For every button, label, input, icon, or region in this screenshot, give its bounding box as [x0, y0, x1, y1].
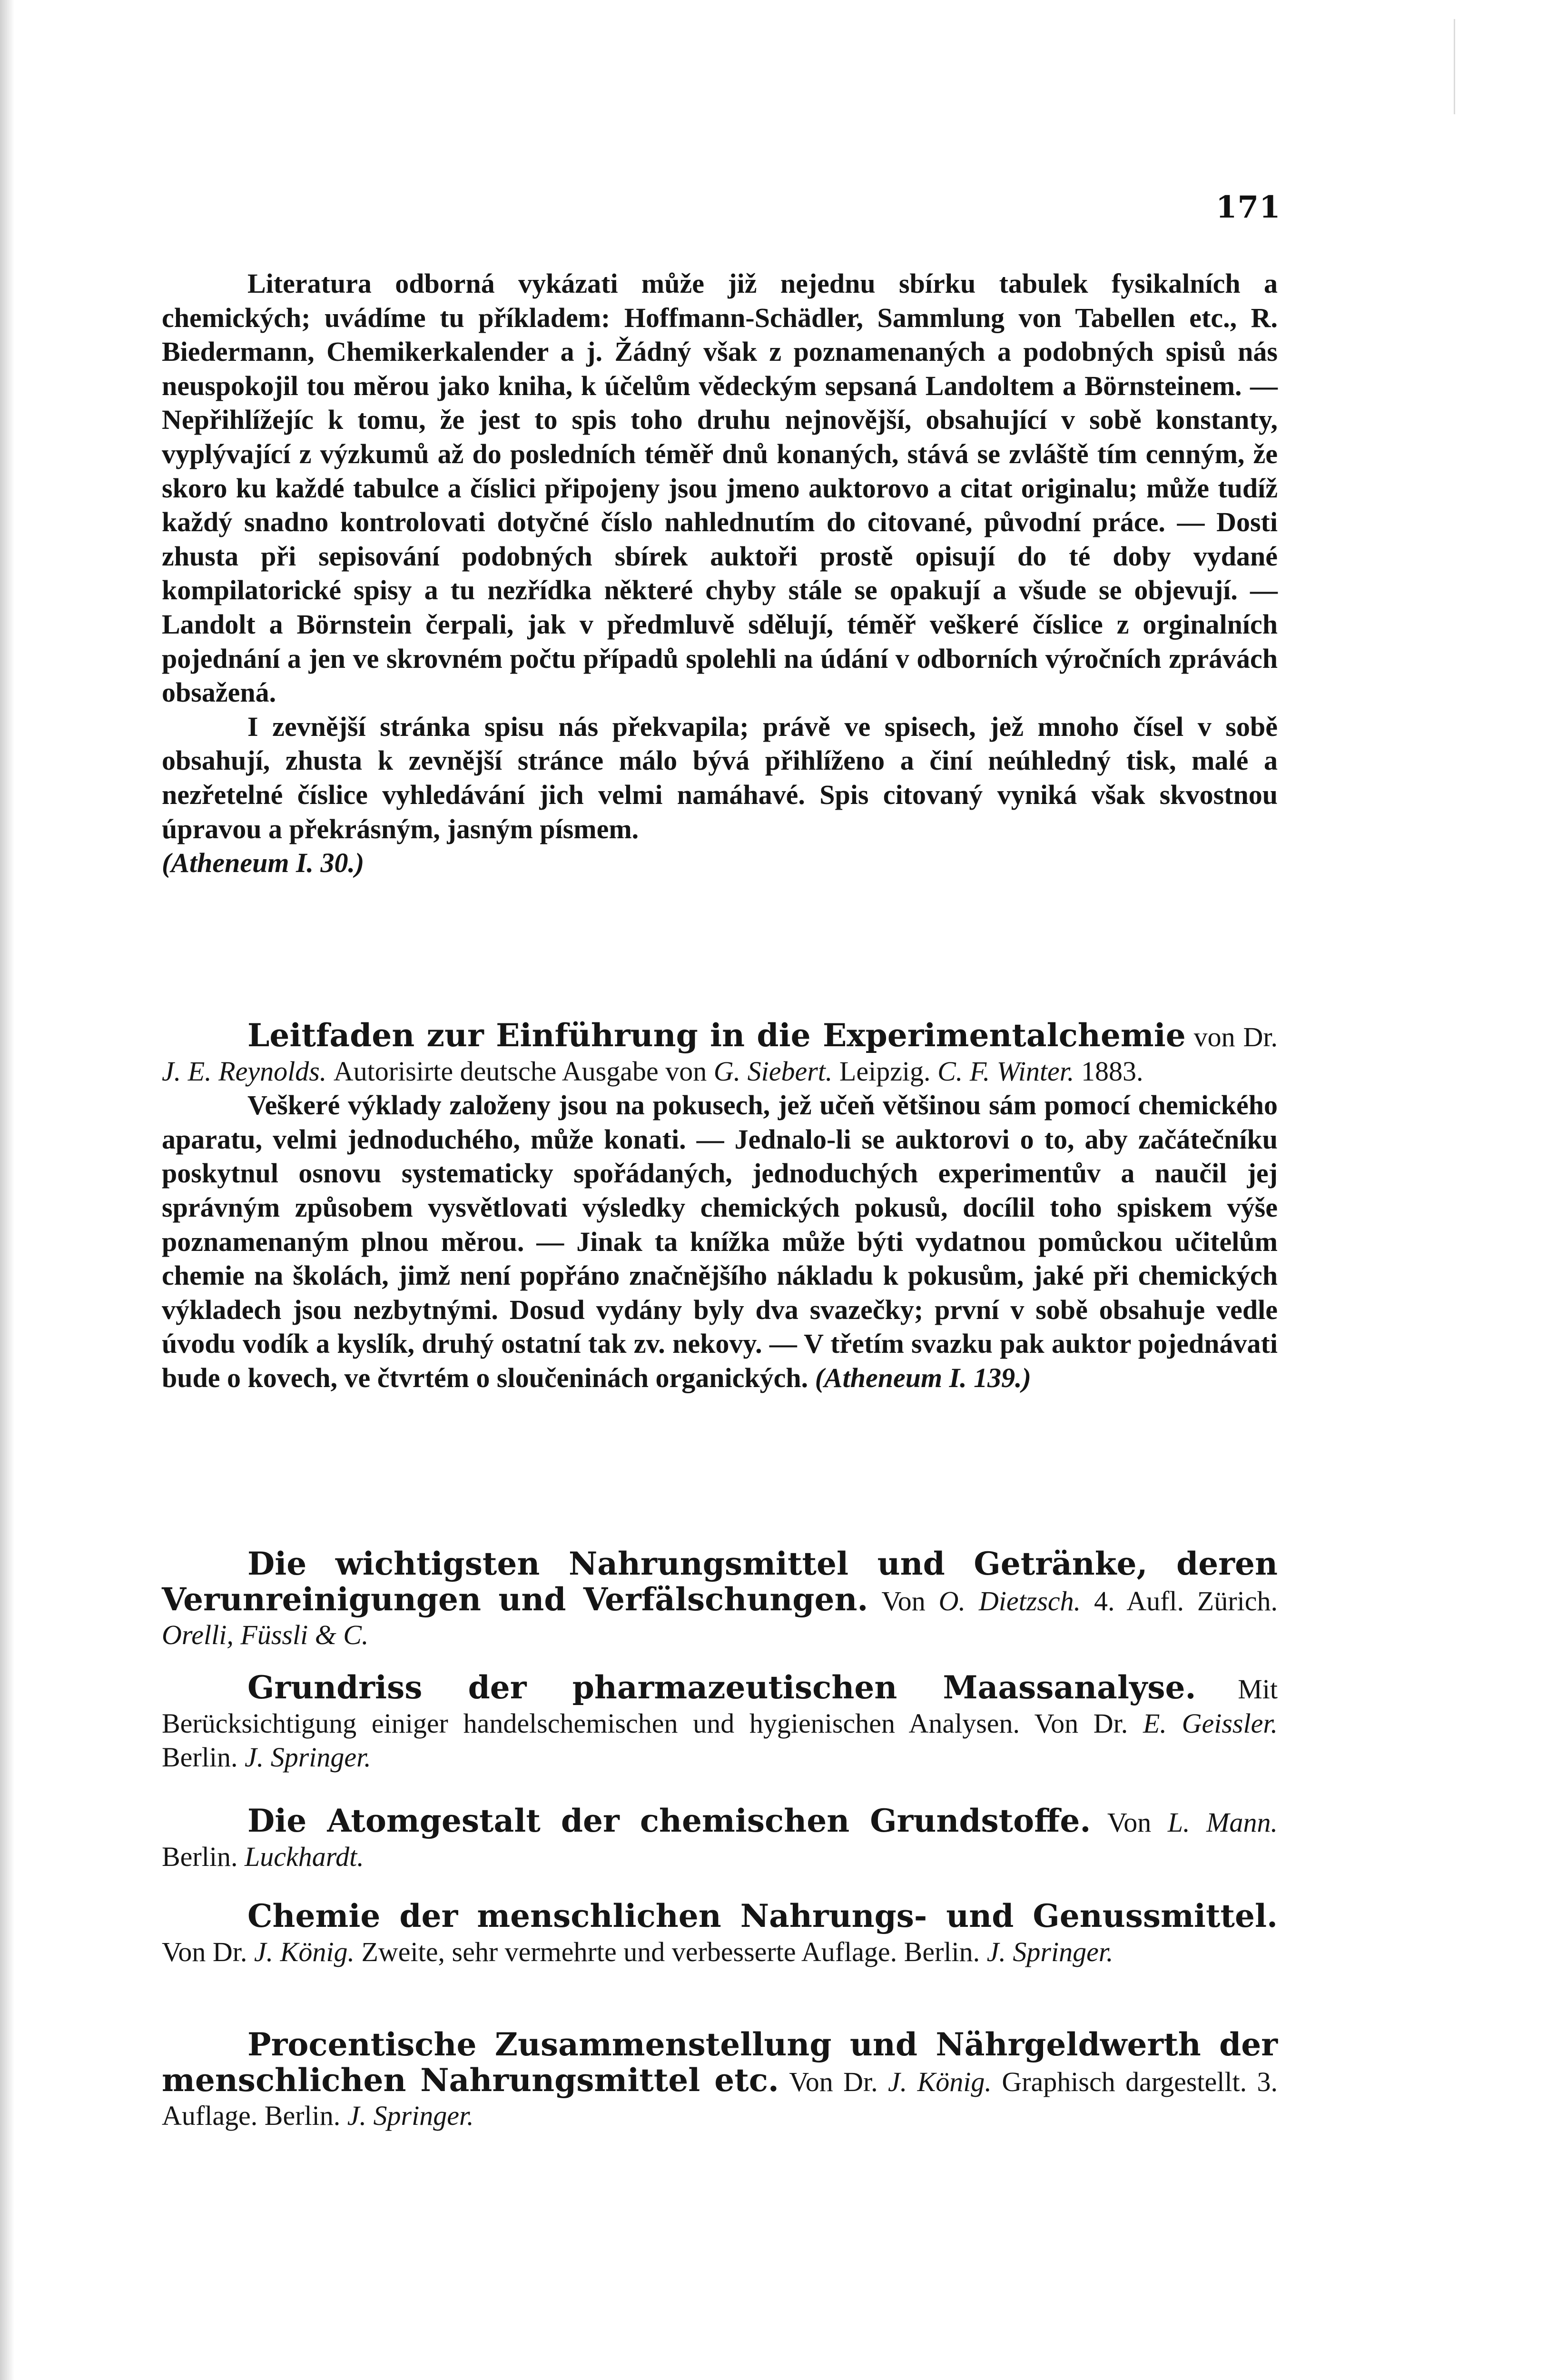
entry-title: Grundriss der pharmazeutischen Maassanalyse.: [247, 1669, 1196, 1706]
entry-publisher: J. Springer.: [244, 1742, 371, 1773]
intro-citation: (Atheneum I. 30.): [162, 847, 365, 879]
entry-year: 1883.: [1081, 1055, 1143, 1087]
entry-publisher: C. F. Winter.: [937, 1055, 1074, 1087]
scan-artifact: [1454, 19, 1531, 114]
entry-details-middle: Graphisch dargestellt. 3. Auflage. Berlin.: [162, 2066, 1278, 2132]
entry-title: Chemie der menschlichen Nahrungs- und Genussmittel.: [247, 1897, 1278, 1934]
intro-paragraph-2: [162, 710, 1278, 880]
entry-author: J. König.: [254, 1936, 355, 1967]
entry-heading: [162, 1804, 1278, 1874]
entry-details-middle: 4. Aufl. Zürich.: [1094, 1585, 1278, 1616]
entry-review: [162, 1088, 1278, 1395]
entry-title: Die wichtigsten Nahrungsmittel und Getränke, deren Verunreinigungen und Verfälschungen.: [162, 1545, 1278, 1618]
entry-details-prefix: Von Dr.: [789, 2066, 878, 2097]
entry-publisher: Luckhardt.: [244, 1841, 364, 1872]
entry-nahrungsmittel: [162, 1547, 1278, 1652]
entry-procentische: [162, 2028, 1278, 2133]
entry-review-text: Veškeré výklady založeny jsou na pokusech, jež učeň většinou sám pomocí chemického aparatu, velmi jednoduchého, může konati. — Jednalo-li se auktorovi o to, aby začátečníku poskytnul osnovu systematicky spořádaných, jednoduchých experimentův a naučil jej správným způsobem vysvětlovati výsledky chemických pokusů, docílil toho spiskem výše poznamenaným plnou měrou. — Jinak ta knížka může býti vydatnou pomůckou učitelům chemie na školách, jimž není popřáno značnějšího nákladu k pokusům, jaké při chemických výkladech jsou nezbytnými. Dosud vydány byly dva svazečky; první v sobě obsahuje vedle úvodu vodík a kyslík, druhý ostatní tak zv. nekovy. — V třetím svazku pak auktor pojednávati bude o kovech, ve čtvrtém o sloučeninách organických.: [162, 1090, 1278, 1393]
intro-review: [162, 267, 1278, 880]
entry-details-prefix: Von: [1107, 1807, 1152, 1838]
entry-leitfaden-heading: [162, 1019, 1278, 1088]
entry-title: Procentische Zusammenstellung und Nährgeldwerth der menschlichen Nahrungsmittel etc.: [162, 2026, 1278, 2099]
entry-heading: [162, 2028, 1278, 2133]
entry-details-prefix: von Dr.: [1193, 1021, 1278, 1052]
entry-author: E. Geissler.: [1143, 1707, 1278, 1739]
entry-author: L. Mann.: [1167, 1807, 1278, 1838]
entry-details-prefix: Von: [881, 1585, 926, 1616]
entry-details-middle: Autorisirte deutsche Ausgabe von: [333, 1055, 707, 1087]
intro-paragraph-1: Literatura odborná vykázati může již nejednu sbírku tabulek fysikalních a chemických; uvádíme tu příkladem: Hoffmann-Schädler, Sammlung von Tabellen etc., R. Biedermann, Chemikerkalender a j. Žádný však z poznamenaných a podobných spisů nás neuspokojil tou měrou jako kniha, k účelům vědeckým sepsaná Landoltem a Börnsteinem. — Nepřihlížejíc k tomu, že jest to spis toho druhu nejnovější, obsahující v sobě konstanty, vyplývající z výzkumů až do posledních téměř dnů konaných, stává se zvláště tím cenným, že skoro ku každé tabulce a číslici připojeny jsou jmeno auktorovo a citat originalu; může tudíž každý snadno kontrolovati dotyčné číslo nahlednutím do citované, původní práce. — Dosti zhusta při sepisování podobných sbírek auktoři prostě opisují do té doby vydané kompilatorické spisy a tu nezřídka některé chyby stále se opakují a všude se objevují. — Landolt a Börnstein čerpali, jak v předmluvě sdělují, téměř veškeré číslice z orginalních pojednání a jen ve skrovném počtu případů spolehli na údání v odborních výročních zprávách obsažená.: [162, 268, 1278, 708]
page-edge-shadow: [0, 0, 14, 2380]
entry-leitfaden: [162, 1019, 1278, 1395]
entry-maassanalyse: [162, 1671, 1278, 1775]
entry-heading: [162, 1671, 1278, 1775]
entry-details-prefix: Mit Berücksichtigung einiger handelschemischen und hygienischen Analysen. Von Dr.: [162, 1674, 1278, 1739]
entry-citation: (Atheneum I. 139.): [815, 1362, 1031, 1393]
entry-atomgestalt: [162, 1804, 1278, 1874]
intro-paragraph-2-text: I zevnější stránka spisu nás překvapila; právě ve spisech, jež mnoho čísel v sobě obsahují, zhusta k zevnější stránce málo bývá přihlíženo a činí neúhledný tisk, malé a nezřetelné číslice vyhledávání jich velmi namáhavé. Spis citovaný vyniká však skvostnou úpravou a překrásným, jasným písmem.: [162, 711, 1278, 844]
entry-author: O. Dietzsch.: [938, 1585, 1081, 1616]
entry-title: Die Atomgestalt der chemischen Grundstoffe.: [247, 1802, 1091, 1839]
entry-title: Leitfaden zur Einführung in die Experimentalchemie: [247, 1017, 1186, 1054]
entry-heading: [162, 1899, 1278, 1969]
entry-place: Leipzig.: [839, 1055, 931, 1087]
entry-details-middle: Berlin.: [162, 1742, 238, 1773]
entry-author: J. König.: [887, 2066, 992, 2097]
entry-publisher: J. Springer.: [986, 1936, 1113, 1967]
entry-heading: [162, 1547, 1278, 1652]
entry-author: J. E. Reynolds.: [162, 1055, 327, 1087]
entry-publisher: J. Springer.: [347, 2100, 474, 2132]
page-number: 171: [1216, 189, 1281, 225]
entry-details-prefix: Von Dr.: [162, 1936, 247, 1967]
entry-details-middle: Zweite, sehr vermehrte und verbesserte Auflage. Berlin.: [361, 1936, 980, 1967]
entry-publisher: Orelli, Füssli & C.: [162, 1619, 369, 1651]
entry-details-middle: Berlin.: [162, 1841, 238, 1872]
entry-translator: G. Siebert.: [713, 1055, 833, 1087]
entry-chemie-nahrungs: [162, 1899, 1278, 1969]
